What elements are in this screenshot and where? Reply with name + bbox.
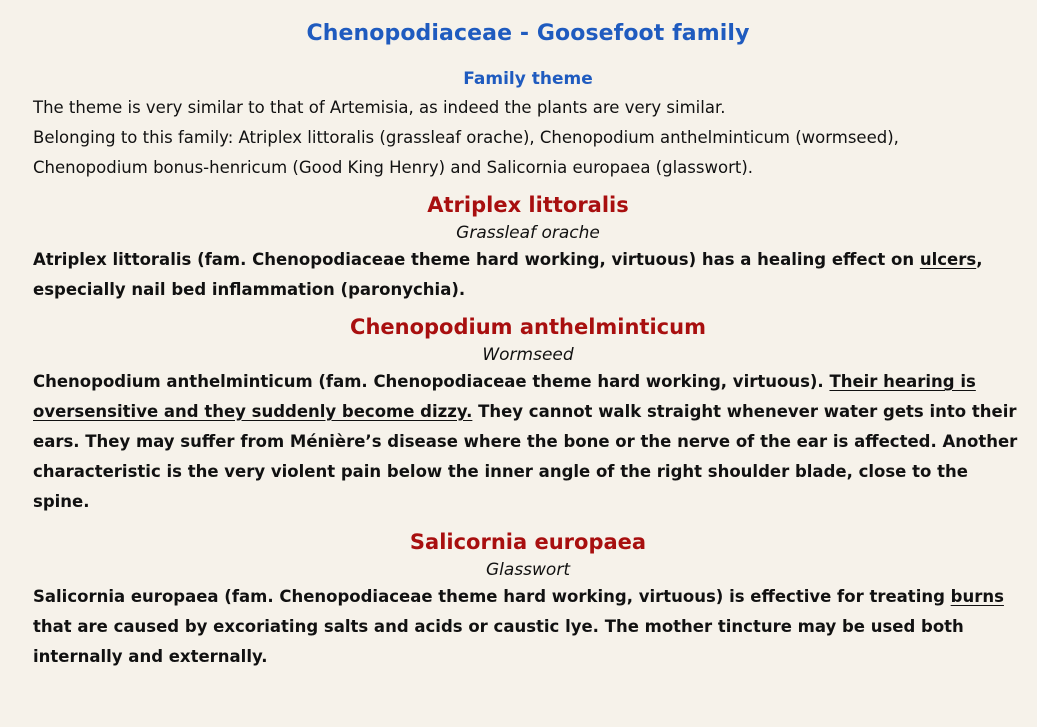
- common-name-salicornia: Glasswort: [486, 560, 570, 580]
- description-text: , especially nail bed inflammation (paronychia).: [33, 250, 983, 299]
- family-theme-line-2: Belonging to this family: Atriplex littoralis (grassleaf orache), Chenopodium anthelminticum (wormseed),: [33, 128, 899, 147]
- description-salicornia: [33, 582, 1023, 672]
- description-text: They cannot walk straight whenever water gets into their ears. They may suffer from Ménière’s disease where the bone or the nerve of the ear is affected. Another characteristic is the very violent pain below the inner angle of the right shoulder blade, close to the spine.: [33, 402, 1018, 511]
- description-atriplex: [33, 245, 1023, 305]
- link-ulcers[interactable]: ulcers: [919, 250, 977, 269]
- section-chenopodium-anthelminticum: [33, 311, 1023, 517]
- family-theme-heading: Family theme: [463, 69, 593, 89]
- section-salicornia-europaea: [33, 526, 1023, 672]
- description-text: Atriplex littoralis (fam. Chenopodiaceae theme hard working, virtuous) has a healing effect on: [33, 250, 920, 269]
- family-theme-line-1: The theme is very similar to that of Artemisia, as indeed the plants are very similar.: [33, 98, 726, 117]
- description-text: Salicornia europaea (fam. Chenopodiaceae theme hard working, virtuous) is effective for treating: [33, 587, 951, 606]
- page-title: Chenopodiaceae - Goosefoot family: [306, 21, 750, 46]
- section-title-chenopodium: Chenopodium anthelminticum: [350, 315, 706, 339]
- common-name-chenopodium: Wormseed: [482, 345, 574, 365]
- section-atriplex-littoralis: [33, 189, 1023, 305]
- link-burns[interactable]: burns: [950, 587, 1004, 606]
- section-title-atriplex: Atriplex littoralis: [427, 193, 629, 217]
- description-chenopodium: [33, 367, 1023, 517]
- section-title-salicornia: Salicornia europaea: [409, 530, 647, 554]
- family-theme-line-3: Chenopodium bonus-henricum (Good King Henry) and Salicornia europaea (glasswort).: [33, 158, 753, 177]
- family-theme-section: [33, 65, 1023, 183]
- link-hearing-dizzy[interactable]: Their hearing is oversensitive and they suddenly become dizzy.: [33, 372, 976, 421]
- description-text: that are caused by excoriating salts and acids or caustic lye. The mother tincture may be used both internally and externally.: [33, 617, 964, 666]
- common-name-atriplex: Grassleaf orache: [456, 223, 600, 243]
- description-text: Chenopodium anthelminticum (fam. Chenopodiaceae theme hard working, virtuous).: [33, 372, 830, 391]
